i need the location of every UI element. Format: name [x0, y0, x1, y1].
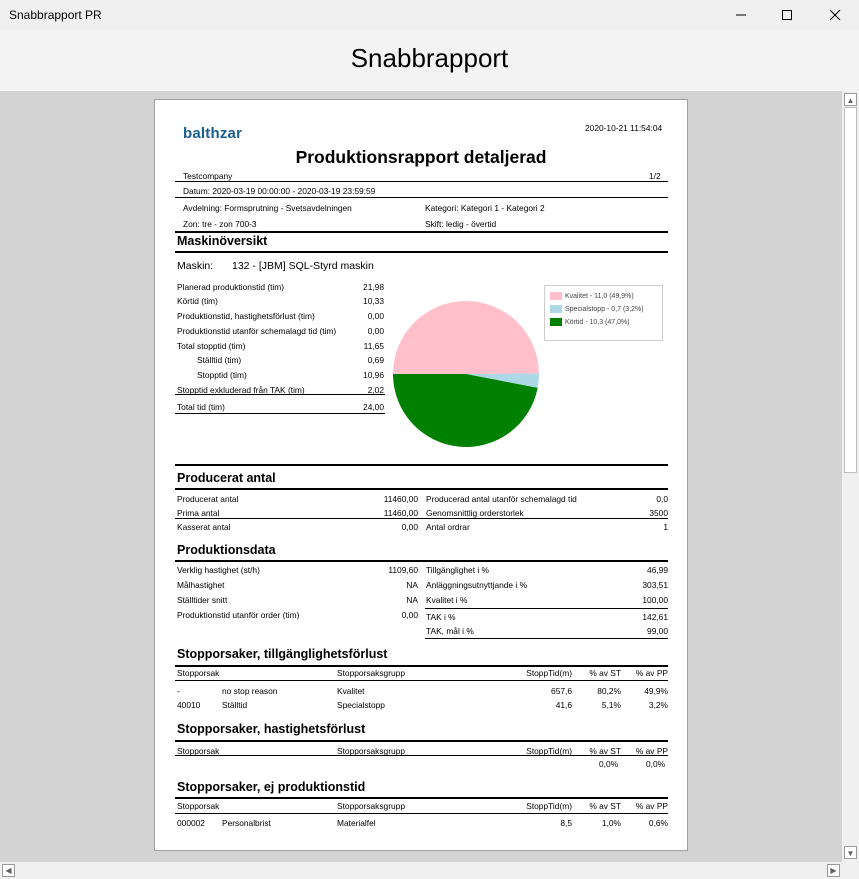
production-data-value: 46,99	[647, 565, 668, 575]
production-data-label: Kvalitet i %	[426, 595, 468, 605]
divider	[175, 197, 668, 198]
section-production-data: Produktionsdata	[177, 543, 276, 557]
stop-code: -	[177, 686, 180, 696]
legend-item	[550, 292, 634, 300]
maximize-button[interactable]	[764, 0, 810, 30]
divider	[175, 665, 668, 667]
chart-legend	[544, 285, 663, 341]
machine-label: Maskin:	[177, 260, 214, 272]
report-date-range: Datum: 2020-03-19 00:00:00 - 2020-03-19 23:59:59	[183, 186, 376, 196]
stop-code: 40010	[177, 700, 201, 710]
stop-name: Ställtid	[222, 700, 248, 710]
produced-value: 11460,00	[383, 494, 418, 504]
report-shift: Skift: ledig - övertid	[425, 219, 497, 229]
produced-label: Producerad antal utanför schemalagd tid	[426, 494, 577, 504]
production-data-label: Ställtider snitt	[177, 595, 228, 605]
produced-label: Antal ordrar	[426, 522, 470, 532]
column-header: Stopporsak	[177, 668, 220, 678]
stop-speed-total-pp: 0,0%	[646, 759, 666, 769]
stop-pct-st: 5,1%	[601, 700, 621, 710]
section-machine-overview: Maskinöversikt	[177, 234, 268, 248]
machine-stat-value: 10,96	[363, 370, 384, 380]
scroll-down-icon[interactable]: ▼	[844, 846, 857, 859]
stop-pct-pp: 49,9%	[644, 686, 668, 696]
stop-time: 8,5	[560, 818, 572, 828]
production-data-label: Produktionstid utanför order (tim)	[177, 610, 300, 620]
produced-value: 11460,00	[383, 508, 418, 518]
produced-value: 1	[663, 522, 668, 532]
column-header: % av ST	[589, 746, 621, 755]
maximize-icon	[781, 9, 793, 21]
stop-time: 41,6	[555, 700, 572, 710]
divider	[175, 518, 668, 519]
machine-stat-label: Produktionstid utanför schemalagd tid (tim)	[177, 326, 337, 336]
produced-label: Prima antal	[177, 508, 220, 518]
report-zone: Zon: tre - zon 700-3	[183, 219, 257, 229]
stop-group: Specialstopp	[337, 700, 385, 710]
horizontal-scrollbar[interactable]	[0, 862, 859, 879]
machine-stat-label: Produktionstid, hastighetsförlust (tim)	[177, 311, 315, 321]
report-category: Kategori: Kategori 1 - Kategori 2	[425, 203, 545, 213]
legend-swatch	[550, 305, 562, 313]
page-number: 1/2	[649, 171, 661, 181]
production-data-value: 100,00	[642, 595, 668, 605]
scroll-right-icon[interactable]: ▶	[827, 864, 840, 877]
stop-time: 657,6	[551, 686, 572, 696]
stop-speed-header-clipped	[155, 745, 689, 755]
machine-stat-label: Stopptid (tim)	[197, 370, 247, 380]
legend-label: Körtid - 10,3 (47,0%)	[565, 318, 630, 326]
machine-stat-label: Körtid (tim)	[177, 296, 218, 306]
divider	[175, 740, 668, 742]
column-header: StoppTid(m)	[526, 668, 572, 678]
window-title: Snabbrapport PR	[9, 8, 102, 22]
report-title: Produktionsrapport detaljerad	[295, 147, 547, 167]
production-data-value: 99,00	[647, 626, 668, 636]
machine-stat-value: 21,98	[363, 282, 384, 292]
section-produced-count: Producerat antal	[177, 471, 276, 485]
column-header: Stopporsak	[177, 801, 220, 811]
divider	[175, 181, 668, 182]
stop-name: Personalbrist	[222, 818, 271, 828]
report-department: Avdelning: Formsprutning - Svetsavdelningen	[183, 203, 352, 213]
pie-slice	[393, 301, 539, 374]
report-viewer[interactable]	[0, 91, 842, 862]
scroll-left-icon[interactable]: ◀	[2, 864, 15, 877]
column-header: % av PP	[635, 746, 668, 755]
produced-value: 0,00	[401, 522, 418, 532]
divider	[175, 680, 668, 681]
legend-swatch	[550, 292, 562, 300]
machine-stat-value: 0,00	[367, 311, 384, 321]
column-header: Stopporsaksgrupp	[337, 746, 405, 755]
divider	[175, 251, 668, 253]
produced-label: Genomsnittlig orderstorlek	[426, 508, 524, 518]
machine-stat-value: 11,65	[363, 341, 384, 351]
pie-chart	[391, 299, 541, 449]
divider	[175, 394, 385, 395]
machine-stat-value: 24,00	[363, 402, 384, 412]
column-header: % av ST	[589, 668, 621, 678]
production-data-value: NA	[406, 595, 418, 605]
stop-group: Materialfel	[337, 818, 376, 828]
stop-code: 000002	[177, 818, 205, 828]
company-name: Testcompany	[183, 171, 233, 181]
machine-stat-label: Planerad produktionstid (tim)	[177, 282, 285, 292]
machine-stat-value: 0,00	[367, 326, 384, 336]
divider	[175, 413, 385, 414]
stop-pct-pp: 0,6%	[648, 818, 668, 828]
column-header: Stopporsak	[177, 746, 220, 755]
column-header: Stopporsaksgrupp	[337, 801, 405, 811]
produced-label: Kasserat antal	[177, 522, 231, 532]
production-data-value: 0,00	[401, 610, 418, 620]
vertical-scrollbar[interactable]	[842, 91, 859, 862]
divider	[425, 608, 668, 609]
title-bar	[0, 0, 859, 30]
stop-group: Kvalitet	[337, 686, 365, 696]
production-data-value: 1109,60	[388, 565, 418, 575]
production-data-value: 303,51	[642, 580, 668, 590]
divider	[175, 488, 668, 490]
machine-value: 132 - [JBM] SQL-Styrd maskin	[232, 260, 374, 272]
stop-speed-total-st: 0,0%	[599, 759, 619, 769]
divider	[175, 813, 668, 814]
production-data-label: TAK, mål i %	[426, 626, 474, 636]
machine-stat-value: 2,02	[367, 385, 384, 395]
header-title: Snabbrapport	[350, 43, 509, 73]
produced-label: Producerat antal	[177, 494, 239, 504]
close-button[interactable]	[812, 0, 858, 30]
machine-stat-label: Total stopptid (tim)	[177, 341, 246, 351]
section-stop-availability: Stopporsaker, tillgänglighetsförlust	[177, 647, 388, 661]
machine-stat-label: Stopptid exkluderad från TAK (tim)	[177, 385, 305, 395]
scrollbar-thumb[interactable]	[844, 107, 857, 473]
divider	[175, 231, 668, 233]
legend-item	[550, 318, 630, 326]
stop-pct-st: 1,0%	[601, 818, 621, 828]
legend-swatch	[550, 318, 562, 326]
report-timestamp: 2020-10-21 11:54:04	[585, 123, 663, 133]
divider	[425, 638, 668, 639]
machine-stat-label: Ställtid (tim)	[197, 355, 242, 365]
column-header: % av ST	[589, 801, 621, 811]
produced-value: 3500	[649, 508, 668, 518]
production-data-label: Målhastighet	[177, 580, 225, 590]
pie-slice	[393, 374, 538, 447]
report-page	[154, 99, 688, 851]
legend-label: Kvalitet - 11,0 (49,9%)	[565, 292, 634, 300]
close-icon	[829, 9, 841, 21]
column-header: StoppTid(m)	[526, 801, 572, 811]
divider	[175, 560, 668, 562]
production-data-label: Tillgänglighet i %	[426, 565, 490, 575]
divider	[175, 464, 668, 466]
legend-label: Specialstopp - 0,7 (3,2%)	[565, 305, 644, 313]
production-data-label: Verklig hastighet (st/h)	[177, 565, 260, 575]
divider	[175, 755, 668, 756]
stop-pct-pp: 3,2%	[648, 700, 668, 710]
production-data-label: TAK i %	[426, 612, 456, 622]
column-header: Stopporsaksgrupp	[337, 668, 405, 678]
divider	[175, 797, 668, 799]
machine-stat-value: 10,33	[363, 296, 384, 306]
stop-name: no stop reason	[222, 686, 278, 696]
company-logo: balthzar	[183, 125, 243, 142]
produced-value: 0,0	[656, 494, 668, 504]
section-stop-speed: Stopporsaker, hastighetsförlust	[177, 722, 366, 736]
section-stop-nonproduction: Stopporsaker, ej produktionstid	[177, 780, 366, 794]
app-header	[0, 30, 859, 91]
machine-stat-label: Total tid (tim)	[177, 402, 225, 412]
minimize-button[interactable]	[718, 0, 764, 30]
legend-item	[550, 305, 644, 313]
column-header: % av PP	[635, 801, 668, 811]
production-data-label: Anläggningsutnyttjande i %	[426, 580, 528, 590]
production-data-value: 142,61	[642, 612, 668, 622]
column-header: StoppTid(m)	[526, 746, 572, 755]
machine-stat-value: 0,69	[367, 355, 384, 365]
minimize-icon	[735, 9, 747, 21]
column-header: % av PP	[635, 668, 668, 678]
stop-pct-st: 80,2%	[597, 686, 621, 696]
production-data-value: NA	[406, 580, 418, 590]
scroll-up-icon[interactable]: ▲	[844, 93, 857, 106]
